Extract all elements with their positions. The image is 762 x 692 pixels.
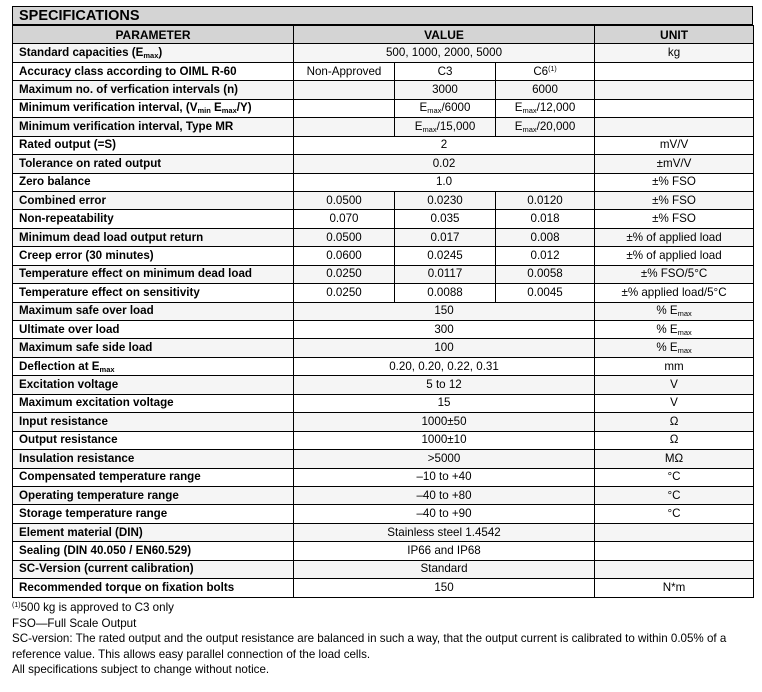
table-row — [13, 431, 754, 449]
table-row — [13, 173, 754, 191]
table-row — [13, 191, 754, 209]
row-value: 1000±10 — [294, 431, 595, 449]
row-value: 1000±50 — [294, 413, 595, 431]
row-param: Maximum excitation voltage — [13, 394, 294, 412]
row-param: Minimum verification interval, Type MR — [13, 118, 294, 136]
row-param: Maximum safe over load — [13, 302, 294, 320]
row-value: 0.0117 — [395, 265, 496, 283]
row-unit: Ω — [595, 413, 754, 431]
table-row — [13, 394, 754, 412]
table-row — [13, 265, 754, 283]
row-value: C6$^{(1)}$ — [496, 62, 595, 80]
table-row — [13, 357, 754, 375]
row-value: 0.0250 — [294, 265, 395, 283]
row-value: IP66 and IP68 — [294, 542, 595, 560]
row-value: 3000 — [395, 81, 496, 99]
header-parameter: PARAMETER — [13, 26, 294, 44]
row-param: Storage temperature range — [13, 505, 294, 523]
row-unit: ±% FSO — [595, 210, 754, 228]
row-unit: ±% FSO — [595, 173, 754, 191]
row-unit: ±% of applied load — [595, 228, 754, 246]
row-unit: mV/V — [595, 136, 754, 154]
row-value: 5 to 12 — [294, 376, 595, 394]
table-row — [13, 228, 754, 246]
row-value: 15 — [294, 394, 595, 412]
row-value: 0.20, 0.20, 0.22, 0.31 — [294, 357, 595, 375]
row-param: Input resistance — [13, 413, 294, 431]
row-value: 0.0045 — [496, 284, 595, 302]
row-unit: MΩ — [595, 450, 754, 468]
row-value: 1.0 — [294, 173, 595, 191]
table-row — [13, 339, 754, 357]
row-unit — [595, 118, 754, 136]
table-row — [13, 560, 754, 578]
table-row — [13, 579, 754, 597]
row-value: 0.0120 — [496, 191, 595, 209]
row-param: Temperature effect on sensitivity — [13, 284, 294, 302]
footnote-change-notice: All specifications subject to change without notice. — [12, 663, 270, 676]
row-unit: °C — [595, 505, 754, 523]
row-value: 6000 — [496, 81, 595, 99]
row-value: 0.0230 — [395, 191, 496, 209]
row-value: $E_{max}/6000$ — [395, 99, 496, 117]
row-param: Zero balance — [13, 173, 294, 191]
row-param: Minimum dead load output return — [13, 228, 294, 246]
row-param: Accuracy class according to OIML R-60 — [13, 62, 294, 80]
row-value: 0.008 — [496, 228, 595, 246]
table-row — [13, 247, 754, 265]
row-value: –40 to +80 — [294, 486, 595, 504]
row-param: Non-repeatability — [13, 210, 294, 228]
row-unit — [595, 523, 754, 541]
row-param: Creep error (30 minutes) — [13, 247, 294, 265]
table-row — [13, 450, 754, 468]
row-unit: ±% of applied load — [595, 247, 754, 265]
row-value: $E_{max}/20,000$ — [496, 118, 595, 136]
table-row — [13, 44, 754, 62]
row-value: 0.0250 — [294, 284, 395, 302]
table-row — [13, 505, 754, 523]
footnote-fso: FSO—Full Scale Output — [12, 616, 137, 630]
table-header-row — [13, 26, 754, 44]
row-param: Recommended torque on fixation bolts — [13, 579, 294, 597]
table-row — [13, 62, 754, 80]
row-unit: °C — [595, 486, 754, 504]
row-value: 0.0058 — [496, 265, 595, 283]
row-value: 0.02 — [294, 155, 595, 173]
row-param: Insulation resistance — [13, 450, 294, 468]
footnote-marker: (1) — [548, 65, 557, 73]
row-value: 0.012 — [496, 247, 595, 265]
row-value: >5000 — [294, 450, 595, 468]
table-row — [13, 523, 754, 541]
table-row — [13, 486, 754, 504]
row-value: 0.018 — [496, 210, 595, 228]
row-unit: mm — [595, 357, 754, 375]
row-value: –40 to +90 — [294, 505, 595, 523]
table-row — [13, 321, 754, 339]
specifications-title-bar — [12, 6, 753, 25]
row-unit: °C — [595, 468, 754, 486]
row-unit — [595, 560, 754, 578]
table-row — [13, 284, 754, 302]
row-value: $E_{max}/12,000$ — [496, 99, 595, 117]
row-value: 0.0088 — [395, 284, 496, 302]
row-unit — [595, 62, 754, 80]
footnotes — [12, 600, 753, 678]
row-value — [294, 99, 395, 117]
row-value: 0.070 — [294, 210, 395, 228]
row-value: 0.0600 — [294, 247, 395, 265]
row-value: Standard — [294, 560, 595, 578]
row-value: Stainless steel 1.4542 — [294, 523, 595, 541]
row-unit: ±% FSO — [595, 191, 754, 209]
row-param: Maximum safe side load — [13, 339, 294, 357]
table-row — [13, 118, 754, 136]
row-value: 500, 1000, 2000, 5000 — [294, 44, 595, 62]
row-value: –10 to +40 — [294, 468, 595, 486]
header-value: VALUE — [294, 26, 595, 44]
row-unit: Ω — [595, 431, 754, 449]
table-row — [13, 81, 754, 99]
row-param: Sealing (DIN 40.050 / EN60.529) — [13, 542, 294, 560]
table-row — [13, 376, 754, 394]
row-param: Temperature effect on minimum dead load — [13, 265, 294, 283]
row-value: 2 — [294, 136, 595, 154]
row-param: Minimum verification interval, ($V_{min}$ $E_{max}/Y$) — [13, 99, 294, 117]
row-param: Ultimate over load — [13, 321, 294, 339]
row-param: Excitation voltage — [13, 376, 294, 394]
row-unit: % $E_{max}$ — [595, 339, 754, 357]
row-value: 100 — [294, 339, 595, 357]
table-row — [13, 155, 754, 173]
row-unit — [595, 99, 754, 117]
row-unit — [595, 81, 754, 99]
row-value: 0.0245 — [395, 247, 496, 265]
row-value: Non-Approved — [294, 62, 395, 80]
row-unit: % $E_{max}$ — [595, 302, 754, 320]
row-value: 0.035 — [395, 210, 496, 228]
footnote-1: $^{(1)}$500 kg is approved to C3 only — [12, 601, 174, 614]
table-row — [13, 210, 754, 228]
table-row — [13, 302, 754, 320]
page-title: SPECIFICATIONS — [19, 8, 140, 24]
row-unit: ±% FSO/5°C — [595, 265, 754, 283]
row-unit: % $E_{max}$ — [595, 321, 754, 339]
row-unit: ±% applied load/5°C — [595, 284, 754, 302]
row-param: Standard capacities $(E_{max})$ — [13, 44, 294, 62]
row-value: 300 — [294, 321, 595, 339]
header-unit: UNIT — [595, 26, 754, 44]
table-row — [13, 413, 754, 431]
row-value: 0.017 — [395, 228, 496, 246]
row-value — [294, 118, 395, 136]
row-param: Maximum no. of verfication intervals (n) — [13, 81, 294, 99]
row-unit: V — [595, 394, 754, 412]
table-row — [13, 468, 754, 486]
table-row — [13, 99, 754, 117]
row-unit: V — [595, 376, 754, 394]
row-value: 150 — [294, 579, 595, 597]
row-param: Output resistance — [13, 431, 294, 449]
row-unit: ±mV/V — [595, 155, 754, 173]
row-value — [294, 81, 395, 99]
row-param: Rated output (=S) — [13, 136, 294, 154]
row-param: Combined error — [13, 191, 294, 209]
table-row — [13, 542, 754, 560]
row-value: C3 — [395, 62, 496, 80]
row-unit: kg — [595, 44, 754, 62]
row-param: Deflection at $E_{max}$ — [13, 357, 294, 375]
row-value: 0.0500 — [294, 191, 395, 209]
table-row — [13, 136, 754, 154]
row-param: Compensated temperature range — [13, 468, 294, 486]
specifications-table — [12, 25, 754, 598]
row-param: Operating temperature range — [13, 486, 294, 504]
footnote-sc-version: SC-version: The rated output and the output resistance are balanced in such a way, that the output current is calibrated to within 0.05% of a reference value. This allows easy parallel connection of the load cells. — [12, 632, 727, 661]
row-param: SC-Version (current calibration) — [13, 560, 294, 578]
row-value: $E_{max}/15,000$ — [395, 118, 496, 136]
row-value: 0.0500 — [294, 228, 395, 246]
row-unit: N*m — [595, 579, 754, 597]
row-value: 150 — [294, 302, 595, 320]
row-unit — [595, 542, 754, 560]
row-param: Tolerance on rated output — [13, 155, 294, 173]
row-param: Element material (DIN) — [13, 523, 294, 541]
